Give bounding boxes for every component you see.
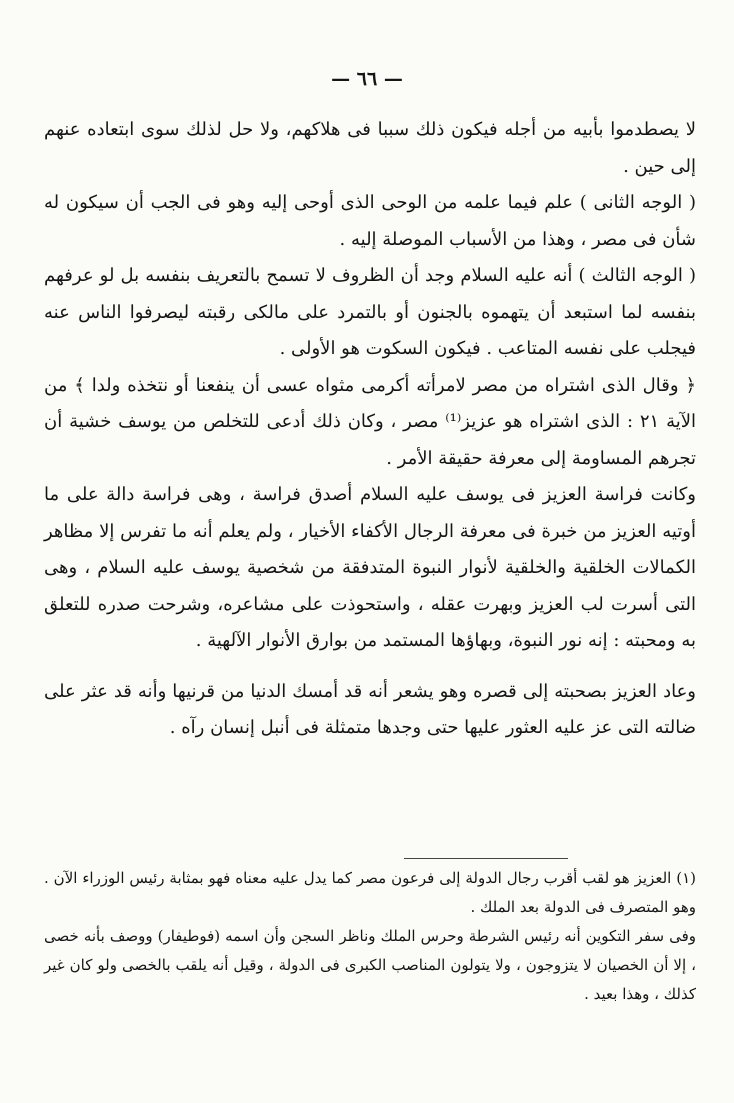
footnote: وفى سفر التكوين أنه رئيس الشرطة وحرس الملك وناظر السجن وأن اسمه (فوطيفار) ووصف بأنه خصى ، إلا أن الخصيان لا يتزوجون ، ولا يتولون المناصب الكبرى فى الدولة ، وقيل أنه يلقب بالخصى ولو كان غير كذلك ، وهذا بعيد .: [44, 927, 696, 1003]
page-number: — ٦٦ —: [331, 68, 403, 90]
main-text: [44, 112, 696, 747]
paragraph: ( الوجه الثالث ) أنه عليه السلام وجد أن الظروف لا تسمح بالتعريف بنفسه بل لو عرفهم بنفسه لما استبعد أن يتهموه بالجنون أو بالتمرد على مالكى رقبته ليصرفوا الناس عنه فيجلب على نفسه المتاعب . فيكون السكوت هو الأولى .: [44, 265, 696, 359]
footnote-divider: [404, 858, 568, 859]
quran-paragraph: ﴿ وقال الذى اشتراه من مصر لامرأته أكرمى مثواه عسى أن ينفعنا أو نتخذه ولدا ﴾ من الآية ٢١ : الذى اشتراه هو عزيز⁽¹⁾ مصر ، وكان ذلك أدعى للتخلص من يوسف خشية أن تجرهم المساومة إلى معرفة حقيقة الأمر .: [44, 374, 696, 469]
footnotes: [44, 864, 696, 1009]
paragraph: لا يصطدموا بأبيه من أجله فيكون ذلك سببا فى هلاكهم، ولا حل لذلك سوى ابتعاده عنهم إلى حين .: [44, 119, 696, 177]
paragraph: وعاد العزيز بصحبته إلى قصره وهو يشعر أنه قد أمسك الدنيا من قرنيها وأنه قد عثر على ضالته التى عز عليه العثور عليها حتى وجدها متمثلة فى أنبل إنسان رآه .: [44, 680, 696, 738]
footnote: (١) العزيز هو لقب أقرب رجال الدولة إلى فرعون مصر كما يدل عليه معناه فهو بمثابة رئيس الوزراء الآن . وهو المتصرف فى الدولة بعد الملك .: [44, 869, 696, 916]
paragraph: وكانت فراسة العزيز فى يوسف عليه السلام أصدق فراسة ، وهى فراسة دالة على ما أوتيه العزيز من خبرة فى معرفة الرجال الأكفاء الأخيار ، ولم يعلم أنه ما تفرس إلا مظاهر الكمالات الخلقية والخلقية لأنوار النبوة المتدفقة من شخصية يوسف عليه السلام ، وهى التى أسرت لب العزيز وبهرت عقله ، واستحوذت على مشاعره، وشرحت صدره للتعلق به ومحبته : إنه نور النبوة، وبهاؤها المستمد من بوارق الأنوار الآلهية .: [44, 484, 696, 651]
paragraph: ( الوجه الثانى ) علم فيما علمه من الوحى الذى أوحى إليه وهو فى الجب أن سيكون له شأن فى مصر ، وهذا من الأسباب الموصلة إليه .: [44, 192, 696, 250]
